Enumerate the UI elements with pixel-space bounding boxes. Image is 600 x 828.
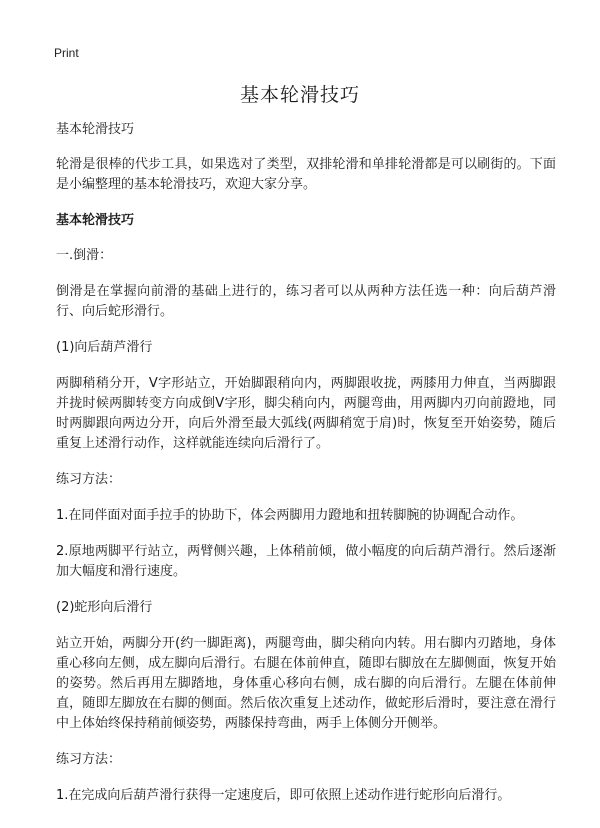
intro-paragraph: 轮滑是很棒的代步工具，如果选对了类型，双排轮滑和单排轮滑都是可以刷街的。下面是小编整理的基本轮滑技巧，欢迎大家分享。 (56, 157, 556, 192)
practice1-item-1: 1.在同伴面对面手拉手的协助下，体会两脚用力蹬地和扭转脚腕的协调配合动作。 (56, 508, 524, 523)
section-heading: 基本轮滑技巧 (56, 213, 135, 228)
part1-paragraph: 倒滑是在掌握向前滑的基础上进行的，练习者可以从两种方法任选一种：向后葫芦滑行、向后蛇形滑行。 (56, 284, 556, 319)
method2-heading: (2)蛇形向后滑行 (56, 600, 153, 615)
method2-paragraph: 站立开始，两脚分开(约一脚距离)，两腿弯曲，脚尖稍向内转。用右脚内刃踏地，身体重心移向左侧，成左脚向后滑行。右腿在体前伸直，随即右脚放在左脚侧面，恢复开始的姿势。然后再用左脚踏地，身体重心移向右侧，成右脚的向后滑行。左腿在体前伸直，随即左脚放在右脚的侧面。然后依次重复上述动作，做蛇形后滑时，要注意在滑行中上体始终保持稍前倾姿势，两膝保持弯曲，两手上体侧分开侧举。 (56, 636, 556, 731)
subtitle: 基本轮滑技巧 (56, 122, 135, 137)
document-body (56, 120, 556, 806)
method1-paragraph: 两脚稍稍分开，V字形站立，开始脚跟稍向内，两脚跟收拢，两膝用力伸直，当两脚跟并拢时候两脚转变方向成倒V字形，脚尖稍向内，两腿弯曲，用两脚内刃向前蹬地，同时两脚跟向两边分开，向后外滑至最大弧线(两脚稍宽于肩)时，恢复至开始姿势，随后重复上述滑行动作，这样就能连续向后滑行了。 (56, 376, 556, 451)
practice2-item-1: 1.在完成向后葫芦滑行获得一定速度后，即可依照上述动作进行蛇形向后滑行。 (56, 788, 511, 803)
practice1-item-2: 2.原地两脚平行站立，两臂侧兴趣，上体稍前倾，做小幅度的向后葫芦滑行。然后逐渐加大幅度和滑行速度。 (56, 544, 556, 579)
method1-heading: (1)向后葫芦滑行 (56, 340, 153, 355)
print-label: Print (54, 46, 79, 60)
practice1-heading: 练习方法： (56, 472, 122, 487)
document-title: 基本轮滑技巧 (239, 84, 360, 106)
practice2-heading: 练习方法： (56, 752, 122, 767)
part1-heading: 一.倒滑： (56, 248, 113, 263)
